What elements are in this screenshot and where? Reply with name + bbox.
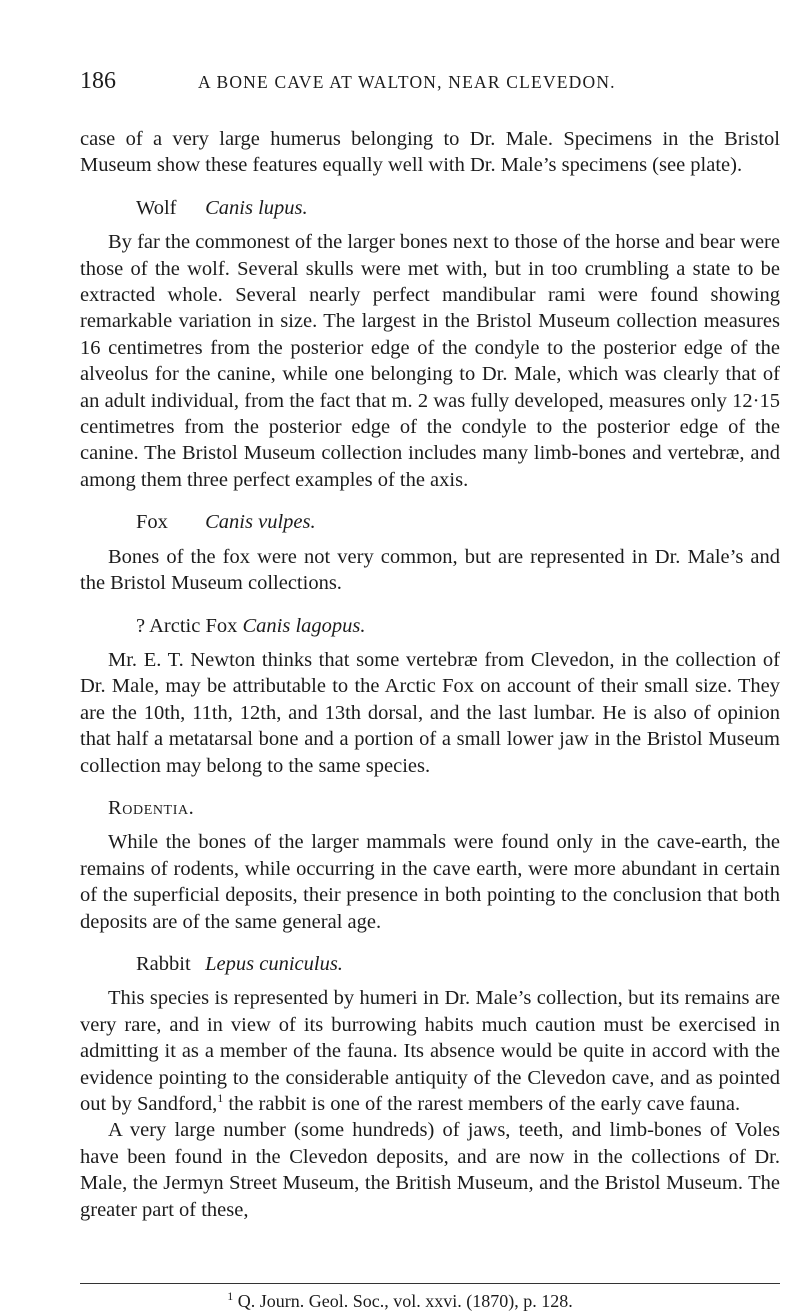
footnote — [0, 1290, 800, 1312]
latin-name: Canis lagopus. — [242, 614, 366, 637]
section-heading-rodentia: Rodentia. — [108, 796, 195, 819]
footnote-rule — [80, 1283, 780, 1284]
species-heading-wolf — [80, 195, 780, 221]
running-head — [80, 68, 780, 112]
common-name: Rabbit — [136, 952, 191, 975]
footnote-reference: 1 — [217, 1091, 224, 1106]
paragraph-voles: A very large number (some hundreds) of jaws, teeth, and limb-bones of Voles have been found in the Clevedon deposits, and are now in the collections of Dr. Male, the Jermyn Street Museum, the British Museum, and the Bristol Museum. The greater part of these, — [80, 1119, 780, 1221]
species-heading-rabbit — [80, 951, 780, 977]
paragraph-arctic-fox: Mr. E. T. Newton thinks that some vertebræ from Clevedon, in the collection of Dr. Male, may be attributable to the Arctic Fox on account of their small size. They are the 10th, 11th, 12th, and 13th dorsal, and the last lumbar. He is also of opinion that half a metatarsal bone and a portion of a small lower jaw in the Bristol Museum collection may belong to the same species. — [80, 648, 780, 777]
page-number: 186 — [80, 68, 116, 94]
paragraph-rabbit-text-a: This species is represented by humeri in Dr. Male’s collection, but its remains are very rare, and in view of its burrowing habits much caution must be exercised in admitting it as a member of the fauna. Its absence would be quite in accord with the evidence pointing to the considerable antiquity of the Clevedon cave, and as pointed out by Sandford, — [80, 987, 780, 1115]
species-heading-fox — [80, 509, 780, 535]
species-heading-arctic-fox — [80, 613, 780, 639]
running-title: A BONE CAVE AT WALTON, NEAR CLEVEDON. — [198, 72, 616, 92]
common-name: Fox — [136, 511, 168, 534]
paragraph-fox: Bones of the fox were not very common, but are represented in Dr. Male’s and the Bristol Museum collections. — [80, 545, 780, 595]
latin-name: Canis vulpes. — [205, 511, 316, 534]
footnote-text: Q. Journ. Geol. Soc., vol. xxvi. (1870), p. 128. — [233, 1291, 573, 1311]
paragraph-rodentia: While the bones of the larger mammals were found only in the cave-earth, the remains of rodents, while occurring in the cave earth, were more abundant in certain of the superficial deposits, their presence in both pointing to the conclusion that both deposits are of the same general age. — [80, 831, 780, 933]
paragraph-continuation: case of a very large humerus belonging to Dr. Male. Specimens in the Bristol Museum show these features equally well with Dr. Male’s specimens (see plate). — [80, 128, 780, 177]
footnote-marker: 1 — [227, 1289, 234, 1303]
paragraph-rabbit-text-b: the rabbit is one of the rarest members of the early cave fauna. — [223, 1093, 741, 1115]
common-name: ? Arctic Fox — [136, 614, 238, 637]
latin-name: Lepus cuniculus. — [205, 952, 343, 975]
latin-name: Canis lupus. — [205, 196, 308, 219]
common-name: Wolf — [136, 196, 177, 219]
page-body — [80, 68, 780, 1223]
paragraph-rabbit — [80, 985, 780, 1117]
paragraph-wolf: By far the commonest of the larger bones next to those of the horse and bear were those of the wolf. Several skulls were met with, but in too crumbling a state to be extracted whole. Several nearly perfect mandibular rami were found showing remarkable variation in size. The largest in the Bristol Museum collection measures 16 centimetres from the posterior edge of the condyle to the posterior edge of the alveolus for the canine, while one belonging to Dr. Male, which was clearly that of an adult individual, from the fact that m. 2 was fully developed, measures only 12·15 centimetres from the posterior edge of the condyle to the posterior edge of the canine. The Bristol Museum collection includes many limb-bones and vertebræ, and among them three perfect examples of the axis. — [80, 231, 780, 491]
